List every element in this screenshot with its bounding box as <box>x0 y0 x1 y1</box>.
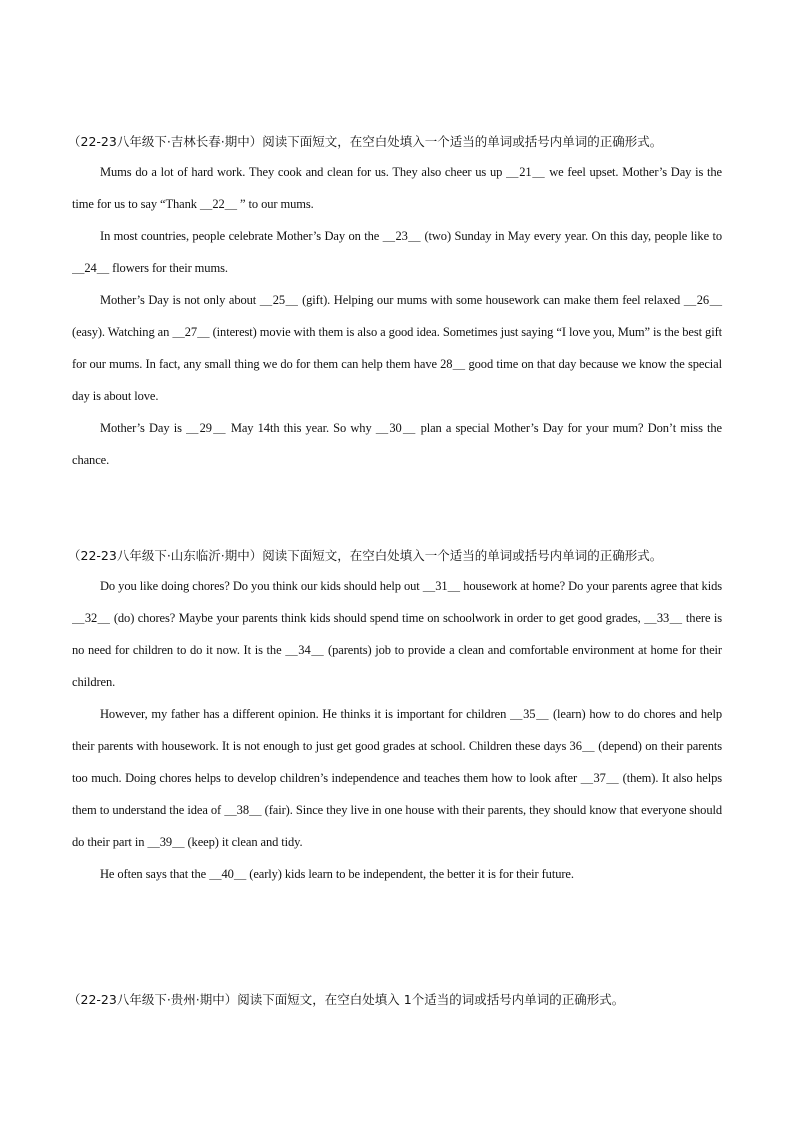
passage-section <box>68 986 722 1014</box>
paragraph: Do you like doing chores? Do you think our kids should help out ＿31＿ housework at home? Do your parents agree that kids ＿32＿ (do) chores? Maybe your parents think kids should spend time on schoolwork in order to get good grades, ＿33＿ there is no need for children to do it now. It is the ＿34＿ (parents) job to provide a clean and comfortable environment at home for their children. <box>72 579 722 689</box>
paragraph: He often says that the ＿40＿ (early) kids learn to be independent, the better it is for their future. <box>100 867 574 881</box>
section-header-text: （22-23八年级下·吉林长春·期中）阅读下面短文，在空白处填入一个适当的单词或括号内单词的正确形式。 <box>68 134 663 149</box>
section-header <box>68 986 722 1014</box>
section-header <box>68 128 722 156</box>
paragraph: However, my father has a different opinion. He thinks it is important for children ＿35＿ (learn) how to do chores and help their parents with housework. It is not enough to just get good grades at school. Children these days 36＿ (depend) on their parents too much. Doing chores helps to develop children’s independence and teaches them how to look after ＿37＿ (them). It also helps them to understand the idea of ＿38＿ (fair). Since they live in one house with their parents, they should know that everyone should do their part in ＿39＿ (keep) it clean and tidy. <box>72 707 722 849</box>
passage-section <box>68 542 722 890</box>
paragraph: In most countries, people celebrate Mother’s Day on the ＿23＿ (two) Sunday in May every year. On this day, people like to ＿24＿ flowers for their mums. <box>72 229 722 275</box>
section-header-text: （22-23八年级下·贵州·期中）阅读下面短文，在空白处填入 1个适当的词或括号内单词的正确形式。 <box>68 992 625 1007</box>
paragraph: Mother’s Day is not only about ＿25＿ (gift). Helping our mums with some housework can make them feel relaxed ＿26＿ (easy). Watching an ＿27＿ (interest) movie with them is also a good idea. Sometimes just saying “I love you, Mum” is the best gift for our mums. In fact, any small thing we do for them can help them have 28＿ good time on that day because we know the special day is about love. <box>72 293 722 403</box>
paragraph: Mums do a lot of hard work. They cook and clean for us. They also cheer us up ＿21＿ we feel upset. Mother’s Day is the time for us to say “Thank ＿22＿ ” to our mums. <box>72 165 722 211</box>
paragraph: Mother’s Day is ＿29＿ May 14th this year. So why ＿30＿ plan a special Mother’s Day for your mum? Don’t miss the chance. <box>72 421 722 467</box>
section-header-text: （22-23八年级下·山东临沂·期中）阅读下面短文，在空白处填入一个适当的单词或括号内单词的正确形式。 <box>68 548 663 563</box>
section-header <box>68 542 722 570</box>
passage-section <box>68 128 722 476</box>
